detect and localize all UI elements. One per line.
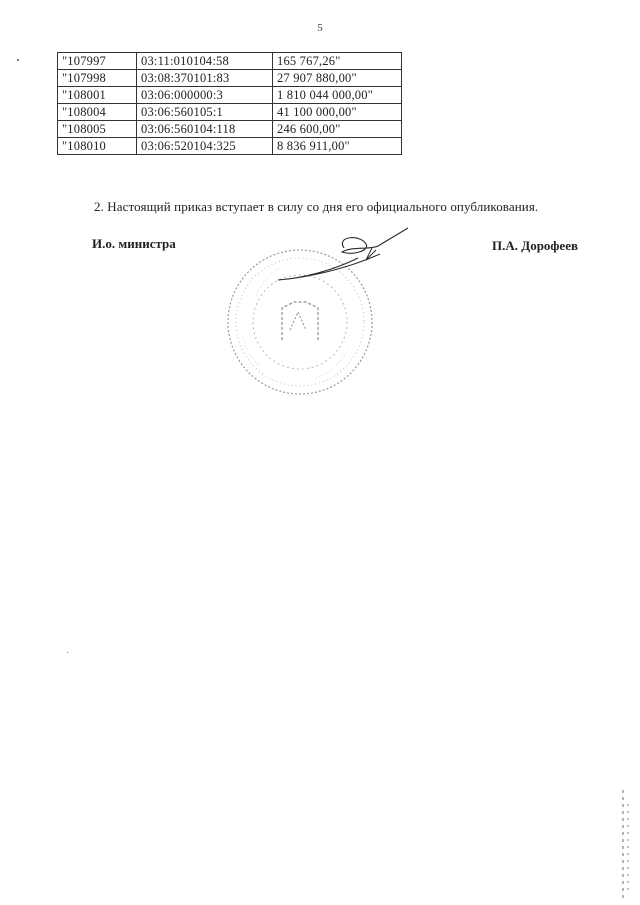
cadastral-value-cell: 165 767,26" [273, 53, 402, 70]
cadastral-number-cell: 03:08:370101:83 [137, 70, 273, 87]
record-id-cell: "107997 [58, 53, 137, 70]
clause-2-text: 2. Настоящий приказ вступает в силу со дня его официального опубликования. [94, 199, 539, 214]
table-row [58, 53, 402, 70]
cadastral-value-cell: 8 836 911,00" [273, 138, 402, 155]
scan-edge-marks [620, 790, 634, 900]
cadastral-value-cell: 246 600,00" [273, 121, 402, 138]
cadastral-value-cell: 41 100 000,00" [273, 104, 402, 121]
valuation-table-body [58, 53, 402, 155]
record-id-cell: "108001 [58, 87, 137, 104]
handwritten-signature [274, 226, 414, 286]
cadastral-number-cell: 03:06:520104:325 [137, 138, 273, 155]
table-row [58, 70, 402, 87]
scan-speck [67, 652, 68, 653]
record-id-cell: "108005 [58, 121, 137, 138]
cadastral-number-cell: 03:11:010104:58 [137, 53, 273, 70]
cadastral-number-cell: 03:06:560105:1 [137, 104, 273, 121]
record-id-cell: "108010 [58, 138, 137, 155]
table-row [58, 121, 402, 138]
table-row [58, 104, 402, 121]
record-id-cell: "107998 [58, 70, 137, 87]
page-number: 5 [317, 22, 323, 34]
cadastral-value-cell: 1 810 044 000,00" [273, 87, 402, 104]
scan-speck [17, 59, 19, 61]
signer-title: И.о. министра [92, 236, 176, 251]
cadastral-number-cell: 03:06:560104:118 [137, 121, 273, 138]
table-row [58, 87, 402, 104]
cadastral-number-cell: 03:06:000000:3 [137, 87, 273, 104]
signer-name: П.А. Дорофеев [492, 238, 578, 253]
table-row [58, 138, 402, 155]
valuation-table [57, 52, 402, 155]
cadastral-value-cell: 27 907 880,00" [273, 70, 402, 87]
record-id-cell: "108004 [58, 104, 137, 121]
